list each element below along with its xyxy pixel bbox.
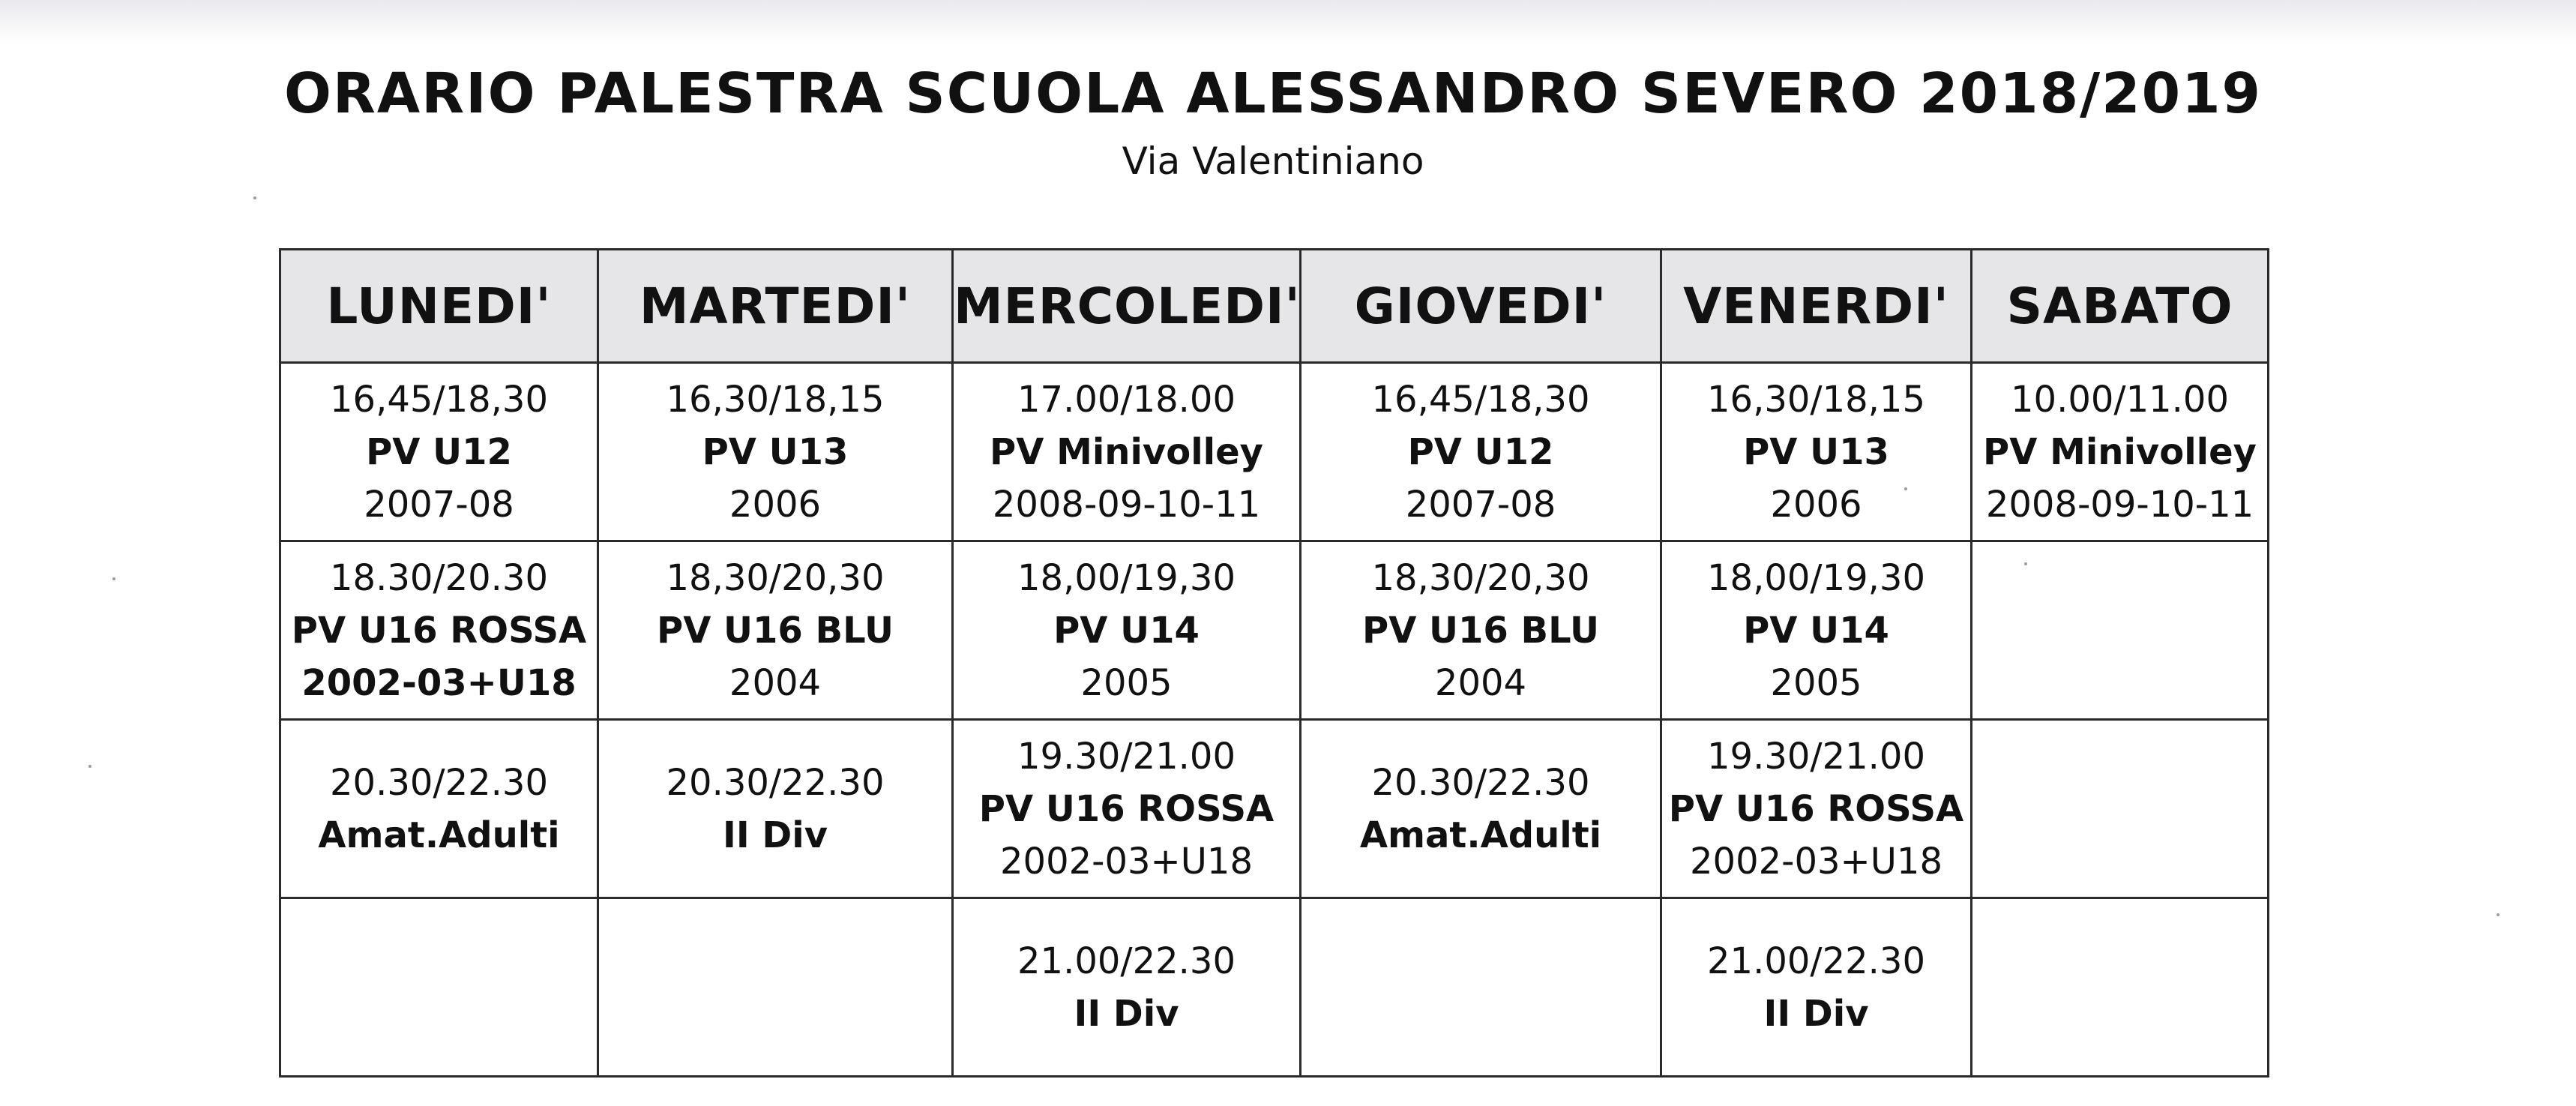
schedule-cell bbox=[1972, 363, 2269, 541]
slot-team: PV U16 BLU bbox=[1362, 609, 1599, 652]
slot-team: PV Minivolley bbox=[1983, 430, 2257, 473]
schedule-cell-empty bbox=[1972, 541, 2269, 720]
gym-schedule-table bbox=[279, 248, 2269, 1078]
slot-time: 19.30/21.00 bbox=[1017, 735, 1236, 778]
schedule-cell bbox=[1301, 363, 1661, 541]
slot-time: 20.30/22.30 bbox=[666, 761, 885, 804]
day-header-mercoledi: MERCOLEDI' bbox=[953, 250, 1301, 363]
slot-team: Amat.Adulti bbox=[318, 814, 560, 856]
schedule-cell bbox=[1661, 720, 1972, 898]
schedule-cell bbox=[598, 541, 953, 720]
slot-team: PV Minivolley bbox=[990, 430, 1263, 473]
table-row bbox=[280, 898, 2269, 1077]
schedule-cell bbox=[280, 541, 598, 720]
scan-speck bbox=[1904, 487, 1907, 490]
schedule-cell bbox=[598, 720, 953, 898]
schedule-cell bbox=[1661, 898, 1972, 1077]
slot-years: 2004 bbox=[729, 661, 822, 704]
day-header-venerdi: VENERDI' bbox=[1661, 250, 1972, 363]
day-header-lunedi: LUNEDI' bbox=[280, 250, 598, 363]
schedule-cell bbox=[598, 363, 953, 541]
scan-speck bbox=[253, 196, 256, 199]
day-header-giovedi: GIOVEDI' bbox=[1301, 250, 1661, 363]
schedule-cell bbox=[1661, 541, 1972, 720]
slot-years: 2007-08 bbox=[364, 483, 514, 526]
slot-time: 18.30/20.30 bbox=[330, 556, 548, 599]
slot-team: PV U12 bbox=[366, 430, 512, 473]
slot-years: 2005 bbox=[1080, 661, 1173, 704]
schedule-cell bbox=[953, 541, 1301, 720]
day-header-martedi: MARTEDI' bbox=[598, 250, 953, 363]
slot-team: PV U16 BLU bbox=[657, 609, 894, 652]
slot-time: 10.00/11.00 bbox=[2011, 378, 2229, 421]
slot-team: PV U16 ROSSA bbox=[1668, 787, 1964, 830]
schedule-cell bbox=[1661, 363, 1972, 541]
slot-team: PV U14 bbox=[1053, 609, 1200, 652]
schedule-cell-empty bbox=[1972, 898, 2269, 1077]
schedule-cell bbox=[953, 898, 1301, 1077]
slot-team: PV U14 bbox=[1743, 609, 1889, 652]
slot-time: 17.00/18.00 bbox=[1017, 378, 1236, 421]
page-subtitle: Via Valentiniano bbox=[1122, 139, 1424, 183]
page-title: ORARIO PALESTRA SCUOLA ALESSANDRO SEVERO 2018/2019 bbox=[283, 61, 2263, 126]
slot-team: PV U13 bbox=[1743, 430, 1889, 473]
scan-speck bbox=[112, 577, 115, 580]
slot-years: 2006 bbox=[1770, 483, 1862, 526]
slot-time: 21.00/22.30 bbox=[1017, 940, 1236, 982]
slot-time: 18,30/20,30 bbox=[1371, 556, 1590, 599]
scan-speck bbox=[2497, 913, 2500, 916]
slot-time: 21.00/22.30 bbox=[1707, 940, 1925, 982]
slot-time: 18,30/20,30 bbox=[666, 556, 885, 599]
slot-time: 16,30/18,15 bbox=[1707, 378, 1925, 421]
slot-years: 2006 bbox=[729, 483, 822, 526]
schedule-cell bbox=[280, 720, 598, 898]
slot-time: 18,00/19,30 bbox=[1017, 556, 1236, 599]
slot-years: 2007-08 bbox=[1405, 483, 1556, 526]
schedule-cell-empty bbox=[1301, 898, 1661, 1077]
slot-time: 20.30/22.30 bbox=[1371, 761, 1590, 804]
slot-team: Amat.Adulti bbox=[1359, 814, 1602, 856]
slot-years: 2005 bbox=[1770, 661, 1862, 704]
slot-years: 2002-03+U18 bbox=[1000, 840, 1253, 883]
slot-team: II Div bbox=[722, 814, 828, 856]
schedule-cell bbox=[953, 720, 1301, 898]
slot-team: PV U16 ROSSA bbox=[291, 609, 587, 652]
slot-team: PV U13 bbox=[702, 430, 849, 473]
slot-time: 18,00/19,30 bbox=[1707, 556, 1925, 599]
slot-time: 16,45/18,30 bbox=[1371, 378, 1590, 421]
slot-years: 2008-09-10-11 bbox=[1985, 483, 2254, 526]
slot-time: 20.30/22.30 bbox=[330, 761, 548, 804]
scan-speck bbox=[88, 765, 91, 768]
slot-years: 2002-03+U18 bbox=[1690, 840, 1942, 883]
slot-time: 19.30/21.00 bbox=[1707, 735, 1925, 778]
day-header-sabato: SABATO bbox=[1972, 250, 2269, 363]
slot-team: II Div bbox=[1763, 992, 1869, 1035]
slot-years: 2002-03+U18 bbox=[301, 661, 577, 704]
slot-team: PV U12 bbox=[1407, 430, 1554, 473]
slot-team: II Div bbox=[1074, 992, 1179, 1035]
table-row bbox=[280, 363, 2269, 541]
schedule-cell-empty bbox=[598, 898, 953, 1077]
table-row bbox=[280, 720, 2269, 898]
header-row bbox=[280, 250, 2269, 363]
scan-speck bbox=[2024, 562, 2027, 565]
scan-top-shading bbox=[0, 0, 2576, 45]
table-row bbox=[280, 541, 2269, 720]
slot-years: 2004 bbox=[1434, 661, 1527, 704]
schedule-cell-empty bbox=[1972, 720, 2269, 898]
slot-time: 16,45/18,30 bbox=[330, 378, 548, 421]
schedule-cell bbox=[953, 363, 1301, 541]
slot-team: PV U16 ROSSA bbox=[978, 787, 1275, 830]
schedule-cell bbox=[280, 363, 598, 541]
schedule-cell bbox=[1301, 720, 1661, 898]
schedule-cell bbox=[1301, 541, 1661, 720]
schedule-cell-empty bbox=[280, 898, 598, 1077]
slot-time: 16,30/18,15 bbox=[666, 378, 885, 421]
slot-years: 2008-09-10-11 bbox=[992, 483, 1261, 526]
